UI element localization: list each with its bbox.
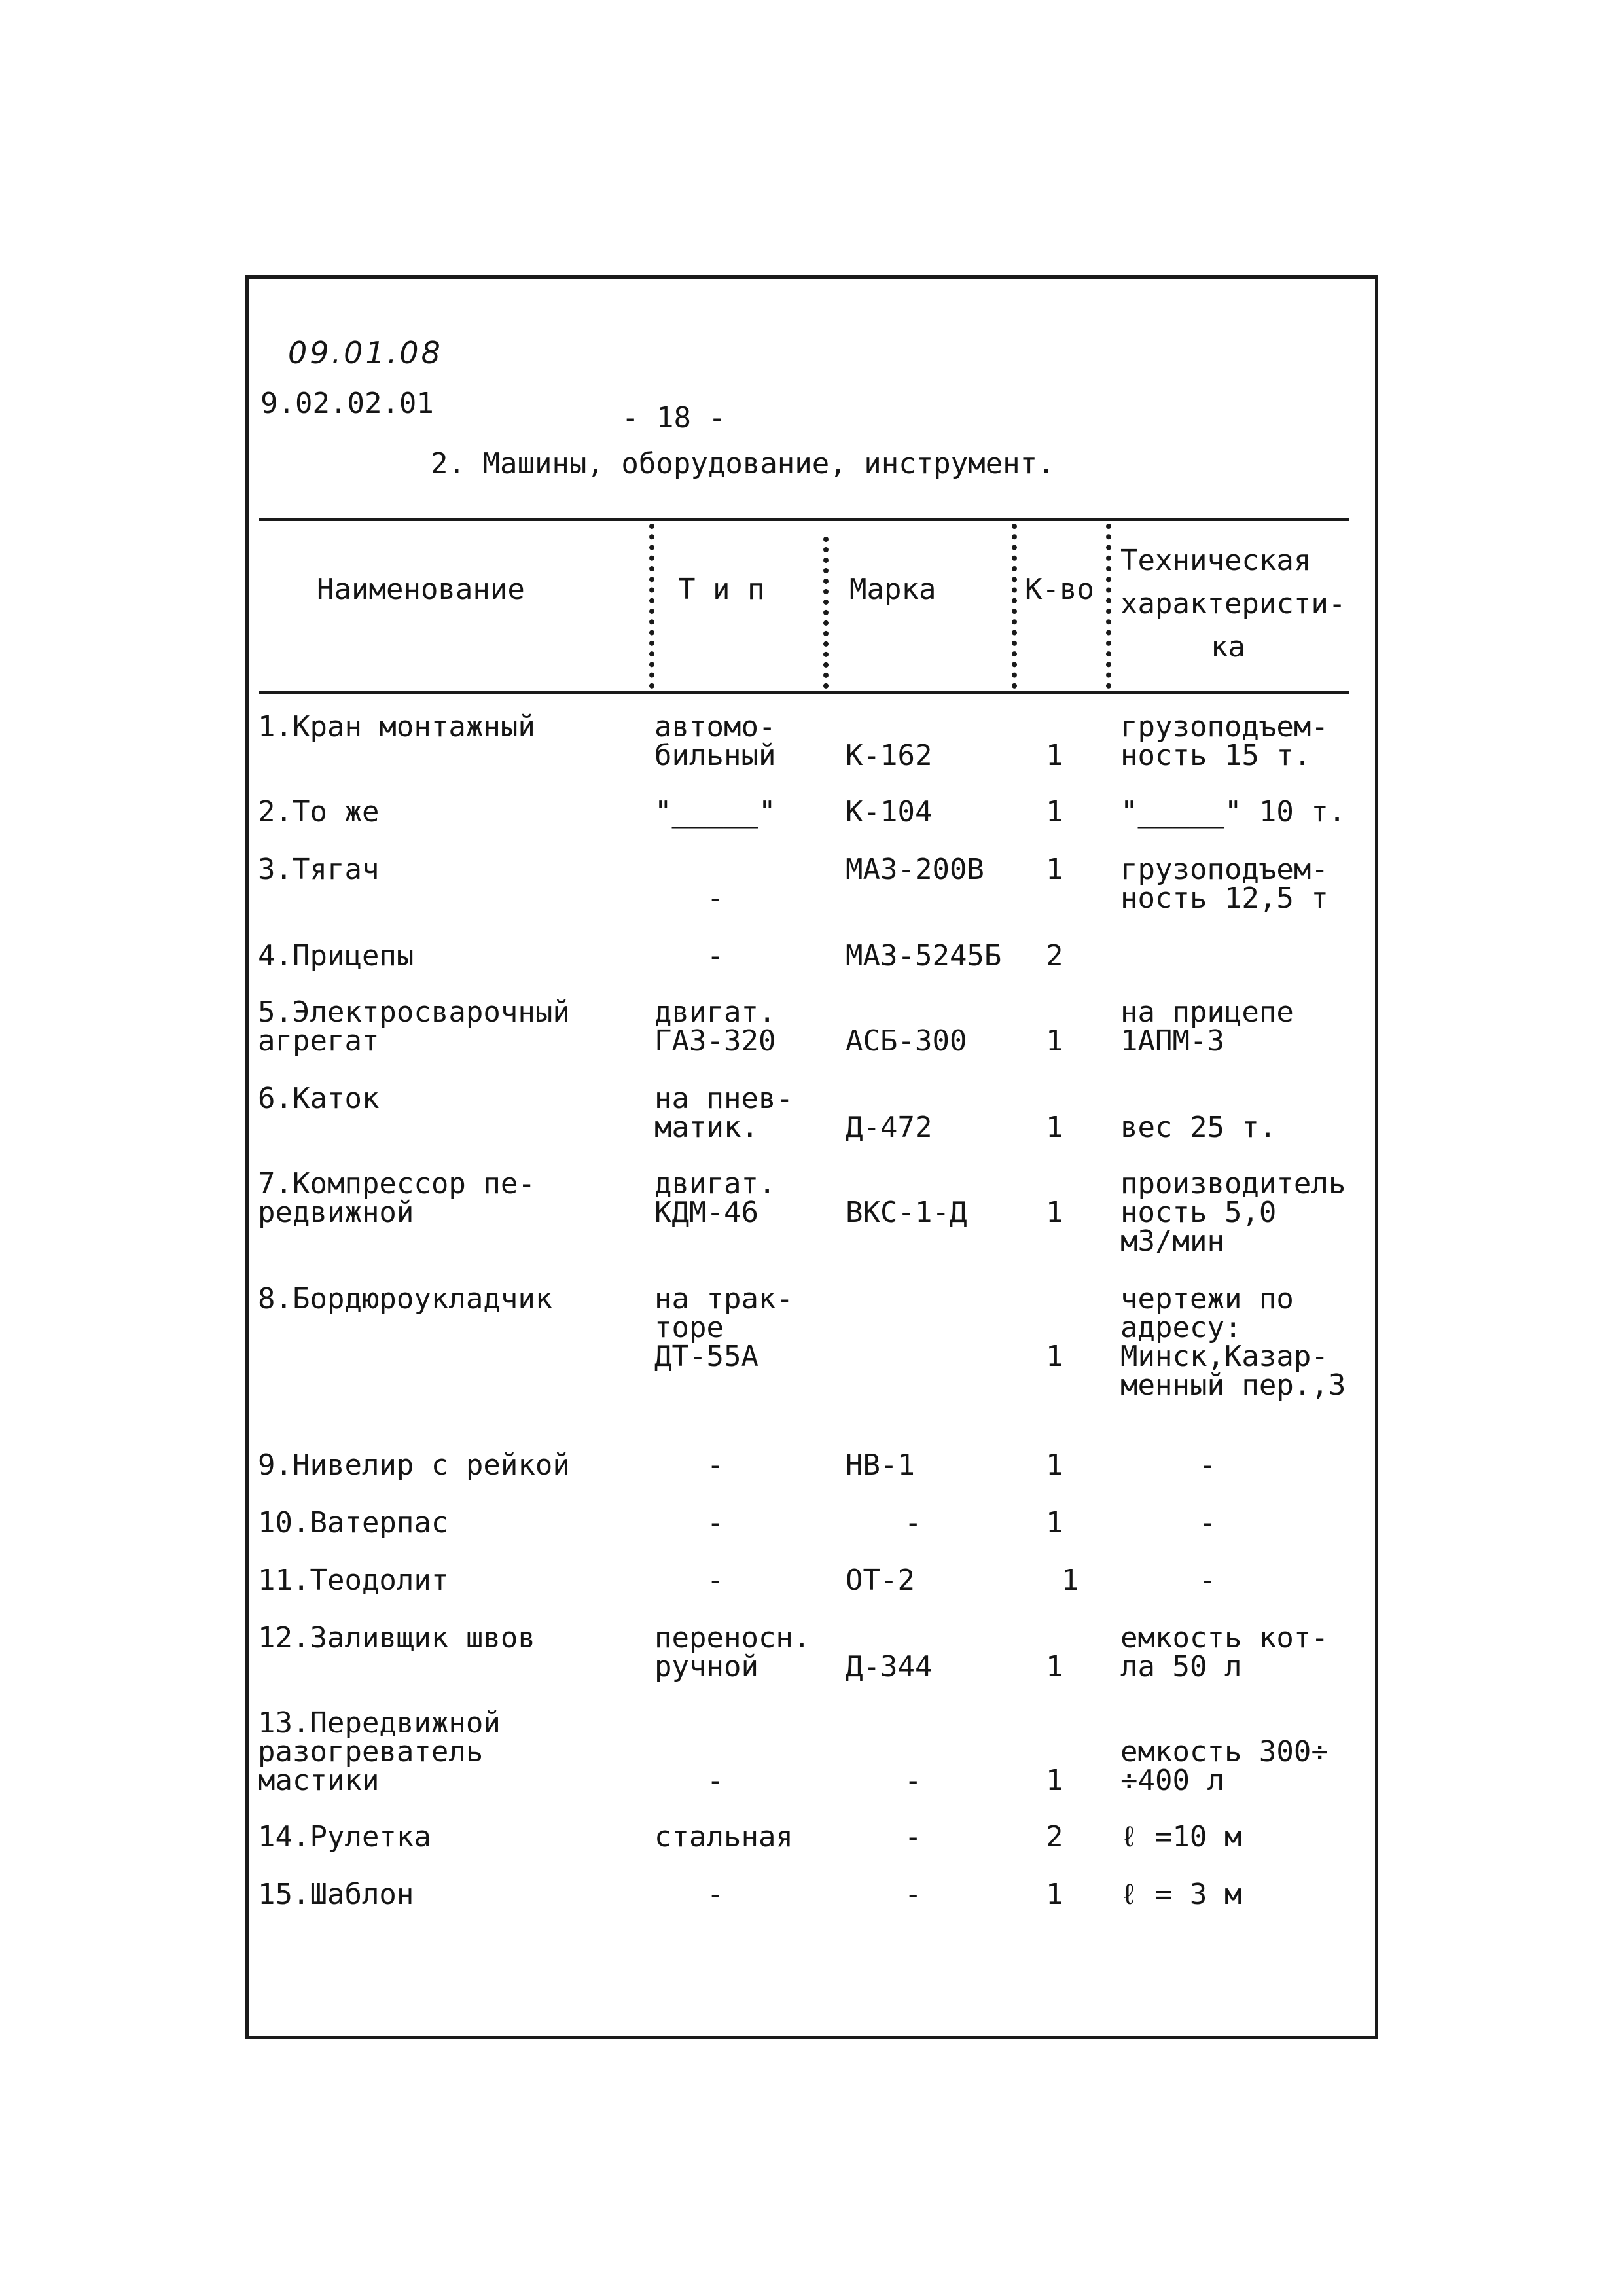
cell-type: на пнев- — [654, 1082, 793, 1115]
cell-brand: АСБ-300 — [846, 1024, 967, 1058]
cell-brand: ВКС-1-Д — [846, 1196, 967, 1229]
table-header-rule — [259, 691, 1349, 694]
cell-qty: 1 — [1046, 1506, 1063, 1539]
cell-tech: грузоподъем- — [1120, 853, 1329, 886]
cell-brand: МАЗ-5245Б — [846, 939, 1002, 973]
cell-brand: ОТ-2 — [846, 1564, 915, 1597]
cell-type: бильный — [654, 739, 776, 772]
cell-brand: - — [904, 1820, 922, 1854]
cell-name: разогреватель — [258, 1735, 484, 1768]
cell-name: 13.Передвижной — [258, 1706, 501, 1740]
cell-type: "_____" — [654, 795, 776, 829]
cell-brand: К-104 — [846, 795, 933, 829]
cell-tech: на прицепе — [1120, 996, 1294, 1029]
cell-tech: - — [1199, 1448, 1217, 1482]
cell-name: мастики — [258, 1764, 380, 1797]
cell-qty: 1 — [1046, 1878, 1063, 1911]
cell-name: 11.Теодолит — [258, 1564, 449, 1597]
handwritten-code: 09.01.08 — [288, 335, 443, 370]
cell-tech: ность 5,0 — [1120, 1196, 1277, 1229]
cell-name: 6.Каток — [258, 1082, 380, 1115]
cell-type: - — [707, 1448, 724, 1482]
cell-type: на трак- — [654, 1282, 793, 1316]
cell-tech: 1АПМ-3 — [1120, 1024, 1224, 1058]
cell-qty: 1 — [1046, 1196, 1063, 1229]
cell-tech: м3/мин — [1120, 1225, 1224, 1258]
cell-qty: 1 — [1046, 1448, 1063, 1482]
cell-name: 7.Компрессор пе- — [258, 1167, 535, 1200]
cell-type: - — [707, 939, 724, 973]
column-separator — [1012, 524, 1017, 689]
cell-name: 2.То же — [258, 795, 380, 829]
cell-brand: - — [904, 1878, 922, 1911]
cell-tech: ность 15 т. — [1120, 739, 1311, 772]
cell-type: матик. — [654, 1111, 758, 1144]
cell-tech: ℓ = 3 м — [1120, 1878, 1242, 1911]
cell-name: 5.Электросварочный — [258, 996, 570, 1029]
header-name: Наименование — [317, 573, 525, 606]
cell-qty: 1 — [1046, 853, 1063, 886]
cell-brand: Д-472 — [846, 1111, 933, 1144]
cell-brand: - — [904, 1506, 922, 1539]
cell-qty: 1 — [1046, 1650, 1063, 1683]
cell-type: автомо- — [654, 710, 776, 744]
cell-tech: чертежи по — [1120, 1282, 1294, 1316]
cell-name: 1.Кран монтажный — [258, 710, 535, 744]
header-type: Т и п — [678, 573, 765, 606]
cell-type: стальная — [654, 1820, 793, 1854]
cell-tech: менный пер.,3 — [1120, 1369, 1346, 1402]
cell-type: двигат. — [654, 996, 776, 1029]
column-separator — [823, 537, 829, 689]
cell-type: КДМ-46 — [654, 1196, 758, 1229]
cell-type: ГАЗ-320 — [654, 1024, 776, 1058]
column-separator — [649, 524, 654, 689]
cell-qty: 1 — [1046, 1111, 1063, 1144]
cell-type: переносн. — [654, 1621, 811, 1655]
document-code: 9.02.02.01 — [260, 387, 434, 420]
cell-type: - — [707, 1506, 724, 1539]
cell-tech: "_____" 10 т. — [1120, 795, 1346, 829]
cell-tech: емкость 300÷ — [1120, 1735, 1329, 1768]
cell-tech: ла 50 л — [1120, 1650, 1242, 1683]
cell-name: редвижной — [258, 1196, 414, 1229]
cell-name: 9.Нивелир с рейкой — [258, 1448, 570, 1482]
cell-name: 15.Шаблон — [258, 1878, 414, 1911]
cell-qty: 2 — [1046, 1820, 1063, 1854]
table-top-rule — [259, 518, 1349, 521]
cell-name: 8.Бордюроукладчик — [258, 1282, 553, 1316]
cell-qty: 1 — [1046, 1340, 1063, 1373]
cell-type: ДТ-55А — [654, 1340, 758, 1373]
cell-name: 3.Тягач — [258, 853, 380, 886]
cell-name: агрегат — [258, 1024, 380, 1058]
cell-tech: адресу: — [1120, 1311, 1242, 1344]
cell-brand: МАЗ-200В — [846, 853, 984, 886]
cell-type: - — [707, 1764, 724, 1797]
cell-type: торе — [654, 1311, 724, 1344]
header-tech-line3: ка — [1211, 630, 1245, 664]
frame-tail-mark — [1335, 2036, 1369, 2039]
cell-brand: К-162 — [846, 739, 933, 772]
cell-tech: ÷400 л — [1120, 1764, 1224, 1797]
cell-tech: Минск,Казар- — [1120, 1340, 1329, 1373]
header-qty: К-во — [1025, 573, 1094, 606]
cell-qty: 2 — [1046, 939, 1063, 973]
cell-name: 14.Рулетка — [258, 1820, 431, 1854]
cell-name: 12.Заливщик швов — [258, 1621, 535, 1655]
header-tech-line1: Техническая — [1120, 544, 1311, 577]
header-brand: Марка — [849, 573, 936, 606]
cell-qty: 1 — [1046, 795, 1063, 829]
cell-tech: ность 12,5 т — [1120, 882, 1329, 915]
cell-brand: Д-344 — [846, 1650, 933, 1683]
cell-qty: 1 — [1046, 739, 1063, 772]
cell-tech: емкость кот- — [1120, 1621, 1329, 1655]
column-separator — [1106, 524, 1111, 689]
cell-type: - — [707, 1878, 724, 1911]
cell-name: 4.Прицепы — [258, 939, 414, 973]
cell-brand: - — [904, 1764, 922, 1797]
cell-type: двигат. — [654, 1167, 776, 1200]
cell-tech: производитель — [1120, 1167, 1346, 1200]
cell-tech: грузоподъем- — [1120, 710, 1329, 744]
header-tech-line2: характеристи- — [1120, 587, 1346, 620]
cell-type: ручной — [654, 1650, 758, 1683]
cell-qty: 1 — [1046, 1024, 1063, 1058]
cell-tech: ℓ =10 м — [1120, 1820, 1242, 1854]
cell-qty: 1 — [1061, 1564, 1079, 1597]
cell-brand: НВ-1 — [846, 1448, 915, 1482]
cell-type: - — [707, 1564, 724, 1597]
cell-name: 10.Ватерпас — [258, 1506, 449, 1539]
cell-type: - — [707, 882, 724, 915]
cell-qty: 1 — [1046, 1764, 1063, 1797]
cell-tech: - — [1199, 1564, 1217, 1597]
section-title: 2. Машины, оборудование, инструмент. — [431, 447, 1055, 480]
page-number: - 18 - — [622, 401, 726, 435]
cell-tech: вес 25 т. — [1120, 1111, 1277, 1144]
cell-tech: - — [1199, 1506, 1217, 1539]
